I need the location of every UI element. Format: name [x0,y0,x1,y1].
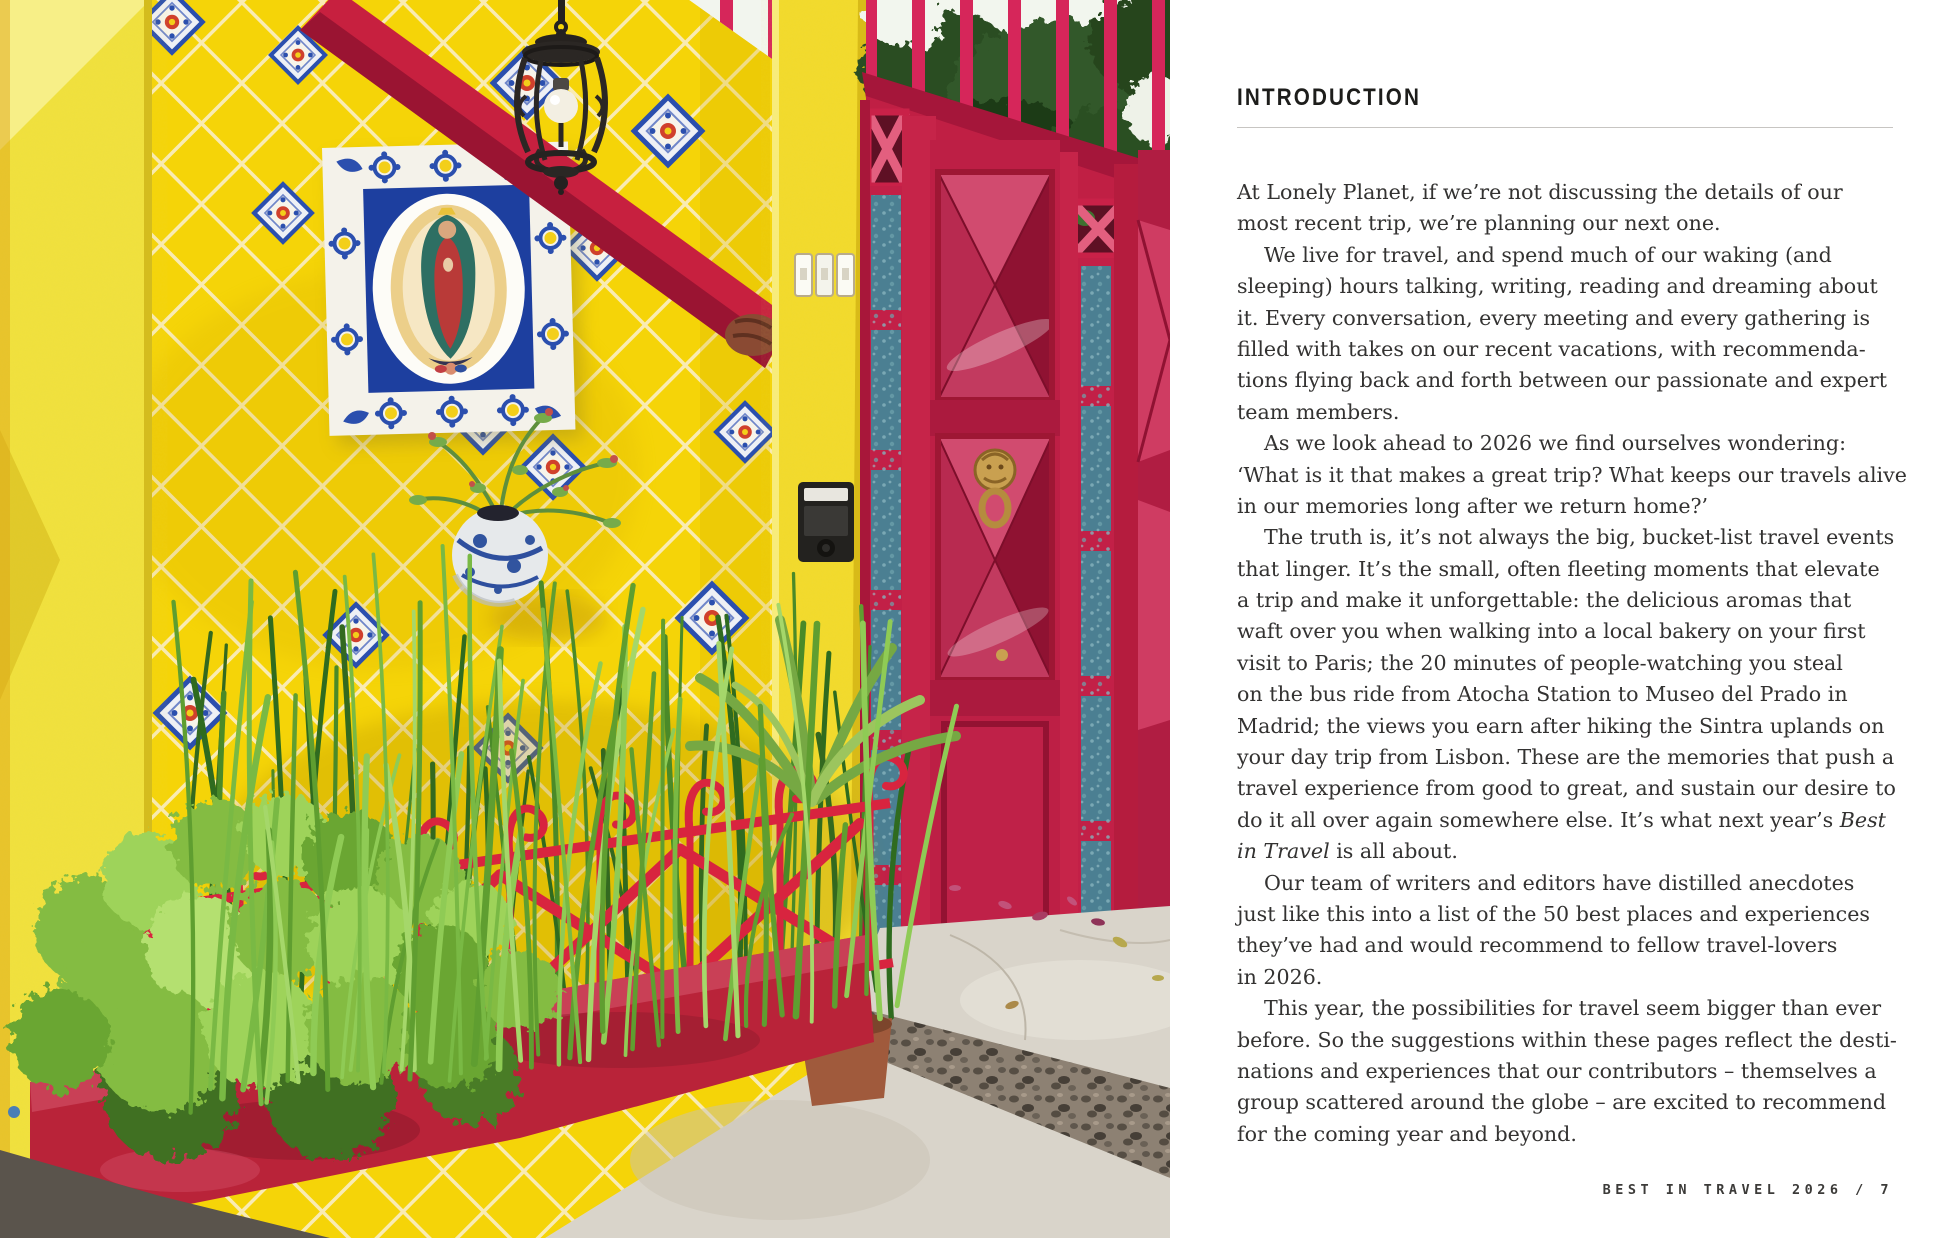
body-line: This year, the possibilities for travel seem bigger than ever [1264,996,1882,1021]
body-line: for the coming year and beyond. [1237,1121,1577,1146]
door-leaf-right [1138,150,1170,1030]
body-line: ‘What is it that makes a great trip? What keeps our travels alive [1237,462,1907,487]
body-line: most recent trip, we’re planning our next one. [1237,211,1721,236]
body-line: We live for travel, and spend much of our waking (and [1264,242,1832,267]
page-footer [1237,1182,1893,1198]
section-heading: INTRODUCTION [1237,84,1422,111]
body-line: that linger. It’s the small, often fleeting moments that elevate [1237,556,1880,581]
body-line: filled with takes on our recent vacations, with recommenda- [1237,336,1866,361]
body-line: a trip and make it unforgettable: the delicious aromas that [1237,588,1852,613]
body-line: tions flying back and forth between our passionate and expert [1237,368,1888,393]
article-body [1237,177,1907,1150]
body-line: Madrid; the views you earn after hiking the Sintra uplands on [1237,713,1885,738]
body-line: in our memories long after we return home?’ [1237,493,1709,518]
body-line: nations and experiences that our contributors – themselves a [1237,1058,1877,1083]
body-line: visit to Paris; the 20 minutes of people-watching you steal [1237,650,1843,675]
body-line: Our team of writers and editors have distilled anecdotes [1264,870,1855,895]
body-line: At Lonely Planet, if we’re not discussing the details of our [1237,180,1843,204]
red-door [860,0,1170,1036]
intercom [798,482,854,562]
body-line: in 2026. [1237,964,1323,989]
body-line: just like this into a list of the 50 best places and experiences [1237,901,1870,926]
body-line: do it all over again somewhere else. It’s what next year’s Best [1237,807,1886,832]
body-line: sleeping) hours talking, writing, reading and dreaming about [1237,274,1878,299]
body-line: group scattered around the globe – are excited to recommend [1237,1090,1887,1115]
body-line: it. Every conversation, every meeting and every gathering is [1237,305,1871,330]
body-line: travel experience from good to great, and sustain our desire to [1237,776,1896,801]
footer-text: BEST IN TRAVEL 2026 / 7 [1602,1182,1893,1198]
body-line: The truth is, it’s not always the big, bucket-list travel events [1264,525,1895,550]
body-line: on the bus ride from Atocha Station to Museo del Prado in [1237,682,1848,707]
door-keyhole [996,649,1008,661]
body-line: As we look ahead to 2026 we find ourselves wondering: [1264,431,1847,456]
body-line: in Travel is all about. [1237,839,1458,864]
door-leaf [930,140,1060,1030]
body-line: waft over you when walking into a local bakery on your first [1237,619,1866,644]
body-line: team members. [1237,399,1400,424]
intro-article [1237,0,1907,1238]
heading-rule [1237,127,1893,128]
body-line: they’ve had and would recommend to fellow travel-lovers [1237,933,1838,958]
light-switches [795,254,854,296]
body-line: your day trip from Lisbon. These are the memories that push a [1237,745,1895,770]
body-line: before. So the suggestions within these pages reflect the desti- [1237,1027,1897,1052]
